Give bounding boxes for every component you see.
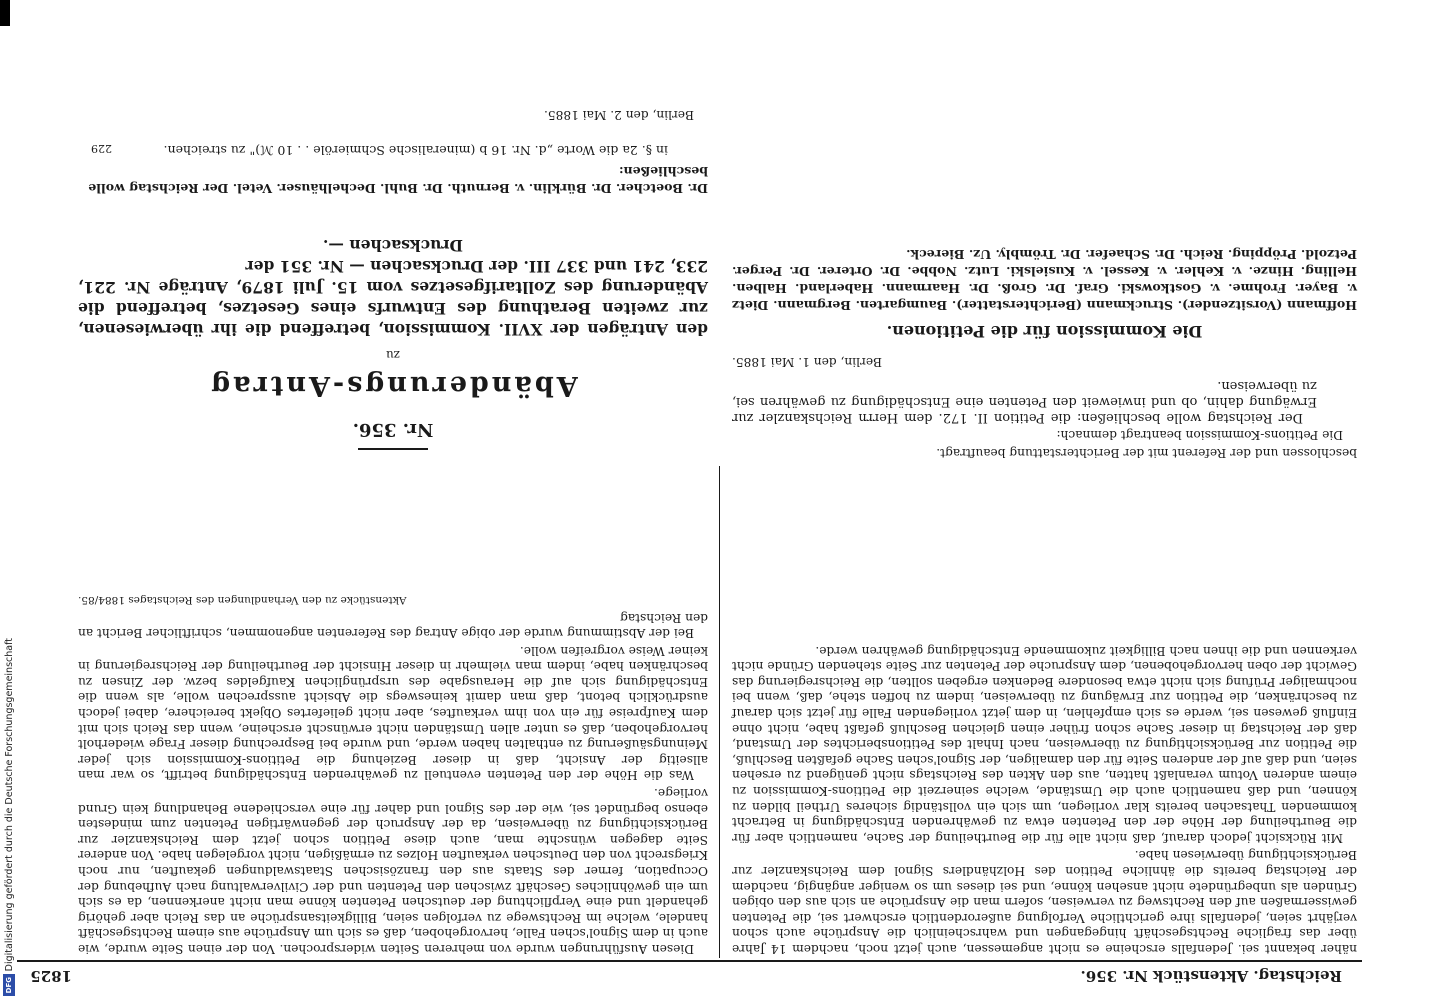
scan-credit [1,572,17,996]
page-folio: 229 [91,142,112,155]
proposal-body: Der Reichstag wolle beschließen: die Petition II. 172. dem Herrn Reichskanzler zur Erwägung dahin, ob und inwieweit den Petenten eine Entschädigung zu gewähren sei, zu überweisen. [732,377,1317,425]
committee-members: Hoffmann (Vorsitzender). Struckmann (Berichterstatter). Baumgarten. Bergmann. Dietz v. Bayer. Frohme. v. Gostkowski. Graf. Dr. Groß. Dr. Haarmann. Haberland. Halben. Helling. Hinze. v. Kehler. v. Kessel. v. Kusielski. Lutz. Nobbe. Dr. Orterer. Dr. Perger. Petzold. Pröpping. Reich. Dr. Schaefer. Dr. Trömbly. Uz. Biereck. [732,246,1357,313]
running-header-left: Reichstag. Aktenstück Nr. 356. [1080,967,1342,985]
scan-credit-text: Digitalisierung gefördert durch die Deutsche Forschungsgemeinschaft [3,637,15,971]
section-rule [358,448,428,450]
proposal-intro: Die Petitions-Kommission beantragt demnach: [1056,428,1343,443]
footnote: Aktenstücke zu den Verhandlungen des Reichstages 1884/85. [78,593,407,606]
left-column-upper [732,640,1357,956]
paragraph: Diesen Ausführungen wurde von mehreren Seiten widersprochen. Von der einen Seite wurde, wie auch in dem Signol'schen Falle, hervorgehoben, daß es sich um Ansprüche aus einem Rechtsgeschäft handele, welche im Rechtswege zu verfolgen seien, Billigkeitsansprüche an das Reich aber gehörig gehandelt und eine Verpflichtung der deutschen Petenten könne man nicht anerkennen, da es sich um ein gewöhnliches Geschäft zwischen den Petenten und der Civilverwaltung nach Aufhebung der Occupation, ferner des Staats aus den französischen Staatswaldungen gekauften, nur noch Kriegsrecht von den Deutschen verkauften Holzes zu ermäßigen, nicht vorgelegen habe. Von anderer Seite dagegen wünschte man, auch diese Petition schon jetzt dem Reichskanzler zur Berücksichtigung zu überweisen, da der Anspruch der gegenwärtigen Petenten zum mindesten ebenso begründet sei, wie der des Signol und daher für eine verschiedene Behandlung kein Grund vorliege. [78,786,708,956]
right-column-upper [78,591,708,956]
paragraph: Bei der Abstimmung wurde der obige Antrag des Referenten angenommen, schriftlicher Bericht an den Reichstag [78,610,708,641]
running-header-page-number: 1825 [30,967,72,985]
header-rule [17,960,1362,962]
column-divider [719,466,720,958]
paragraph: Was die Höhe der den Petenten eventuell zu gewährenden Entschädigung betrifft, so war man allseitig der Ansicht, daß in dieser Beziehung die Petitions-Kommission sich jeder Meinungsäußerung zu enthalten haben werde, und wurde bei Besprechung dieser Frage wiederholt hervorgehoben, daß es unter allen Umständen nicht erwünscht erscheine, wenn das Reich sich mit dem Kaufpreise für ein von ihm verkauftes, aber nicht geliefertes Objekt bereichere, dabei jedoch ausdrücklich betont, daß man damit keineswegs die Absicht aussprechen wolle, als wenn die Entschädigung sich auf die Herausgabe des ursprünglichen Kaufgeldes bezw. der Zinsen zu beschränken habe, indem man vielmehr in dieser Hinsicht der Beurtheilung der Reichsregierung in keiner Weise vorgreifen wolle. [78,643,708,783]
amendment-date: Berlin, den 2. Mai 1885. [543,108,694,122]
right-column-lower [78,106,708,460]
amendment-last-line: Drucksachen —. [323,236,463,255]
report-date: Berlin, den 1. Mai 1885. [732,354,883,369]
paragraph: näher bekannt sei. Jedenfalls erscheine es nicht angemessen, auch jetzt noch, nachdem 14 Jahre über das fragliche Rechtsgeschäft hingegangen und wahrscheinlich die Ansprüche auch schon verjährt seien, jedenfalls ihre gerichtliche Verfolgung außerordentlich erschwert sei, die Petenten gewissermaßen auf den Rechtsweg zu verweisen, sofern man die Ansprüche an sich aus den obigen Gründen als unbegründete nicht ansehen könne, und sei dieses um so weniger angängig, nachdem der Reichstag bereits die ähnliche Petition des Holzhändlers Signol dem Reichskanzler zur Berücksichtigung überwiesen habe. [732,848,1357,956]
amendment-signatories: Dr. Boetcher. Dr. Bürklin. v. Bernuth. Dr. Buhl. Dechelhäuser. Vetel. Der Reichstag wolle beschließen: [88,164,708,196]
document-number: Nr. 356. [352,419,434,440]
amendment-title: Abänderungs-Antrag [208,370,578,401]
committee-title: Die Kommission für die Petitionen. [886,322,1203,342]
amendment-motion: in §. 2a die Worte „d. Nr. 16 b (mineralische Schmieröle . . 10 ℳ)" zu streichen. [163,143,668,158]
amendment-body: den Anträgen der XVII. Kommission, betreffend die ihr überwiesenen, zur zweiten Berathung des Entwurfs eines Gesetzes, betreffend die Abänderung des Zolltarifgesetzes vom 15. Juli 1879, Anträge Nr. 221, 233, 241 und 337 III. der Drucksachen — Nr. 351 der [78,257,708,339]
left-column-lower [732,246,1357,460]
dfg-logo-icon: DFG [3,974,15,996]
report-conclusion: beschlossen und der Referent mit der Berichterstattung beauftragt. [936,446,1357,460]
paragraph: Mit Rücksicht jedoch darauf, daß nicht alle für die Beurtheilung der Sache, namentlich aber für die Beurtheilung der Höhe der den Petenten etwa zu gewährenden Entschädigung in Betracht kommenden Thatsachen bereits klar vorliegen, um sich ein vollständig sicheres Urtheil bilden zu können, und daß namentlich auch die Umstände, welche seinerzeit die Petitions-Kommission zu einem anderen Votum veranlaßt hatten, aus den Akten des Reichstags nicht genügend zu ersehen seien, und daß auf der anderen Seite für den damaligen, der Signol'schen Sache gefaßten Beschluß, die Petition zur Berücksichtigung zu überweisen, nach Inhalt des Petitionsberichtes der Umstand, daß der Reichstag in dieser Sache schon früher einen gleichen Beschluß gefaßt habe, nicht ohne Einfluß gewesen sei, werde es sich empfehlen, in dem jetzt vorliegenden Falle für jetzt sich darauf zu beschränken, die Petition zur Erwägung zu überweisen, indem zu hoffen stehe, daß, wenn bei nochmaliger Prüfung sich nicht etwa besondere Bedenken ergeben sollten, die Reichsregierung das Gewicht der oben hervorgehobenen, dem Anspruche der Petenten zur Seite stehenden Gründe nicht verkennen und die ihnen nach Billigkeit zukommende Entschädigung gewähren werde. [732,643,1357,845]
amendment-zu: zu [385,348,401,362]
amendment-text [78,235,708,340]
